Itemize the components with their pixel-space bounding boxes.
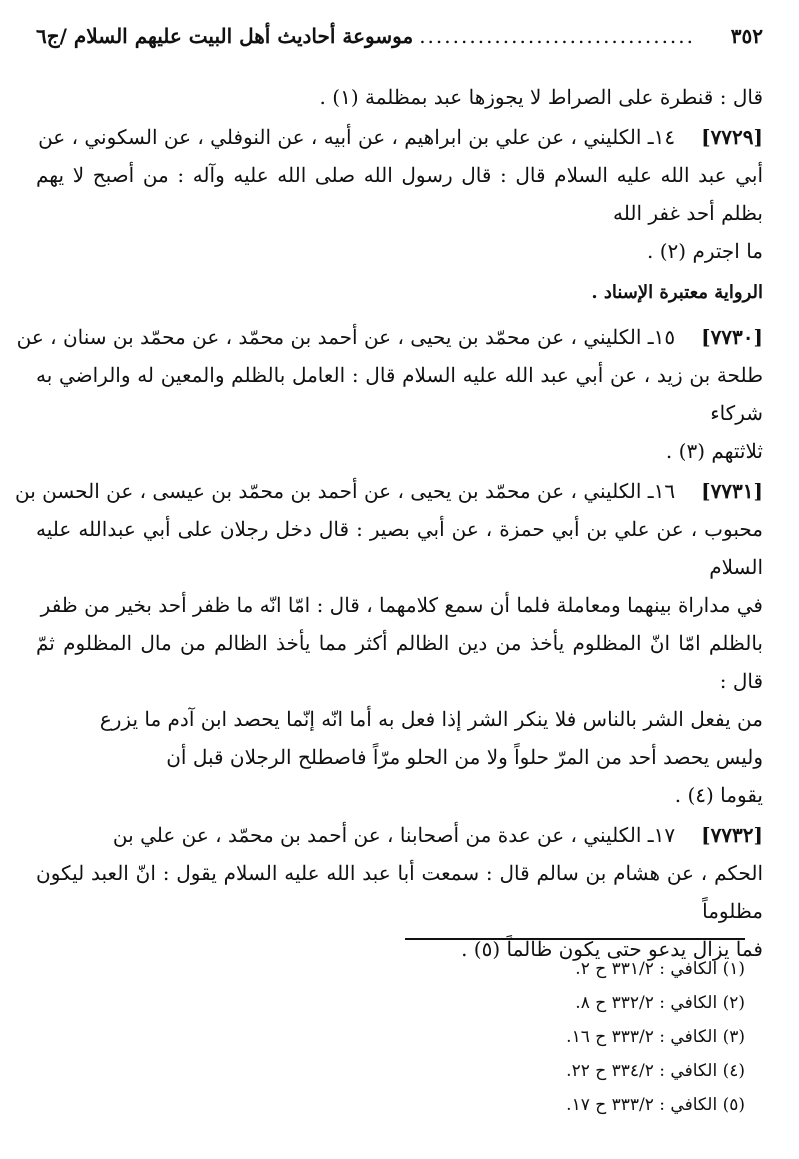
hadith-7731: [14, 472, 763, 814]
hadith-text-line: يقوما (٤) .: [674, 783, 763, 807]
page-header: [36, 24, 763, 54]
hadith-text-line: الحكم ، عن هشام بن سالم قال : سمعت أبا عبد الله عليه السلام يقول : انّ العبد ليكون مظلوماً: [36, 861, 763, 923]
header-lead: [701, 24, 763, 48]
hadith-text-line: من يفعل الشر بالناس فلا ينكر الشر إذا فعل به أما انّه إنّما يحصد ابن آدم ما يزرع: [99, 707, 763, 731]
hadith-first-line: [36, 118, 763, 156]
hadith-number: [٧٧٣٠]: [701, 325, 763, 349]
hadith-number: [٧٧٣١]: [701, 479, 763, 503]
footnote-3: (٣) الكافي : ٣٣٣/٢ ح ١٦.: [566, 1027, 745, 1047]
hadith-first-line: [14, 472, 763, 510]
hadith-first-line: [16, 318, 763, 356]
hadith-text-line: فما يزال يدعو حتى يكون ظالماً (٥) .: [461, 937, 763, 961]
page-body: [14, 78, 763, 968]
hadith-text-line: طلحة بن زيد ، عن أبي عبد الله عليه السلام قال : العامل بالظلم والمعين له والراضي به شركاء: [36, 363, 763, 425]
hadith-chain-start: ١٥ـ الكليني ، عن محمّد بن يحيى ، عن أحمد بن محمّد ، عن محمّد بن سنان ، عن: [16, 325, 676, 349]
hadith-text-line: ما اجترم (٢) .: [647, 239, 763, 263]
hadith-text-line: محبوب ، عن علي بن أبي حمزة ، عن أبي بصير : قال دخل رجلان على أبي عبدالله عليه السلام: [36, 517, 763, 579]
hadith-text-line: ثلاثتهم (٣) .: [665, 439, 763, 463]
hadith-chain-start: ١٦ـ الكليني ، عن محمّد بن يحيى ، عن أحمد بن محمّد بن عيسى ، عن الحسن بن: [14, 479, 676, 503]
footnote-2: (٢) الكافي : ٣٣٢/٢ ح ٨.: [575, 993, 745, 1013]
hadith-7732: [36, 816, 763, 968]
footnotes: [345, 952, 745, 1122]
hadith-number: [٧٧٣٢]: [701, 823, 763, 847]
hadith-text-line: في مداراة بينهما ومعاملة فلما أن سمع كلامهما ، قال : امّا انّه ما ظفر أحد بخير من ظفر: [40, 593, 763, 617]
running-title: موسوعة أحاديث أهل البيت عليهم السلام /ج٦: [36, 24, 414, 48]
header-leader-dots: .................................: [419, 24, 695, 48]
intro-line: قال : قنطرة على الصراط لا يجوزها عبد بمظلمة (١) .: [319, 85, 763, 109]
hadith-text-line: بالظلم امّا انّ المظلوم يأخذ من دين الظالم أكثر مما يأخذ الظالم من مال المظلوم ثمّ قال :: [36, 631, 763, 693]
isnad-note: الرواية معتبرة الإسناد .: [591, 282, 763, 303]
hadith-number: [٧٧٢٩]: [701, 125, 763, 149]
footnote-divider: [405, 938, 745, 940]
hadith-7730: [16, 318, 763, 470]
hadith-chain-start: ١٧ـ الكليني ، عن عدة من أصحابنا ، عن أحمد بن محمّد ، عن علي بن: [112, 823, 676, 847]
hadith-first-line: [36, 816, 763, 854]
footnote-1: (١) الكافي : ٣٣١/٢ ح ٢.: [575, 959, 745, 979]
hadith-chain-start: ١٤ـ الكليني ، عن علي بن ابراهيم ، عن أبيه ، عن النوفلي ، عن السكوني ، عن: [38, 125, 676, 149]
page-number: ٣٥٢: [730, 24, 763, 48]
hadith-7729: [36, 118, 763, 270]
hadith-text-line: أبي عبد الله عليه السلام قال : قال رسول الله صلى الله عليه وآله : من أصبح لا يهم بظلم أحد غفر الله: [36, 163, 763, 225]
footnote-4: (٤) الكافي : ٣٣٤/٢ ح ٢٢.: [566, 1061, 745, 1081]
hadith-text-line: وليس يحصد أحد من المرّ حلواً ولا من الحلو مرّاً فاصطلح الرجلان قبل أن: [166, 745, 763, 769]
footnote-5: (٥) الكافي : ٣٣٣/٢ ح ١٧.: [566, 1095, 745, 1115]
